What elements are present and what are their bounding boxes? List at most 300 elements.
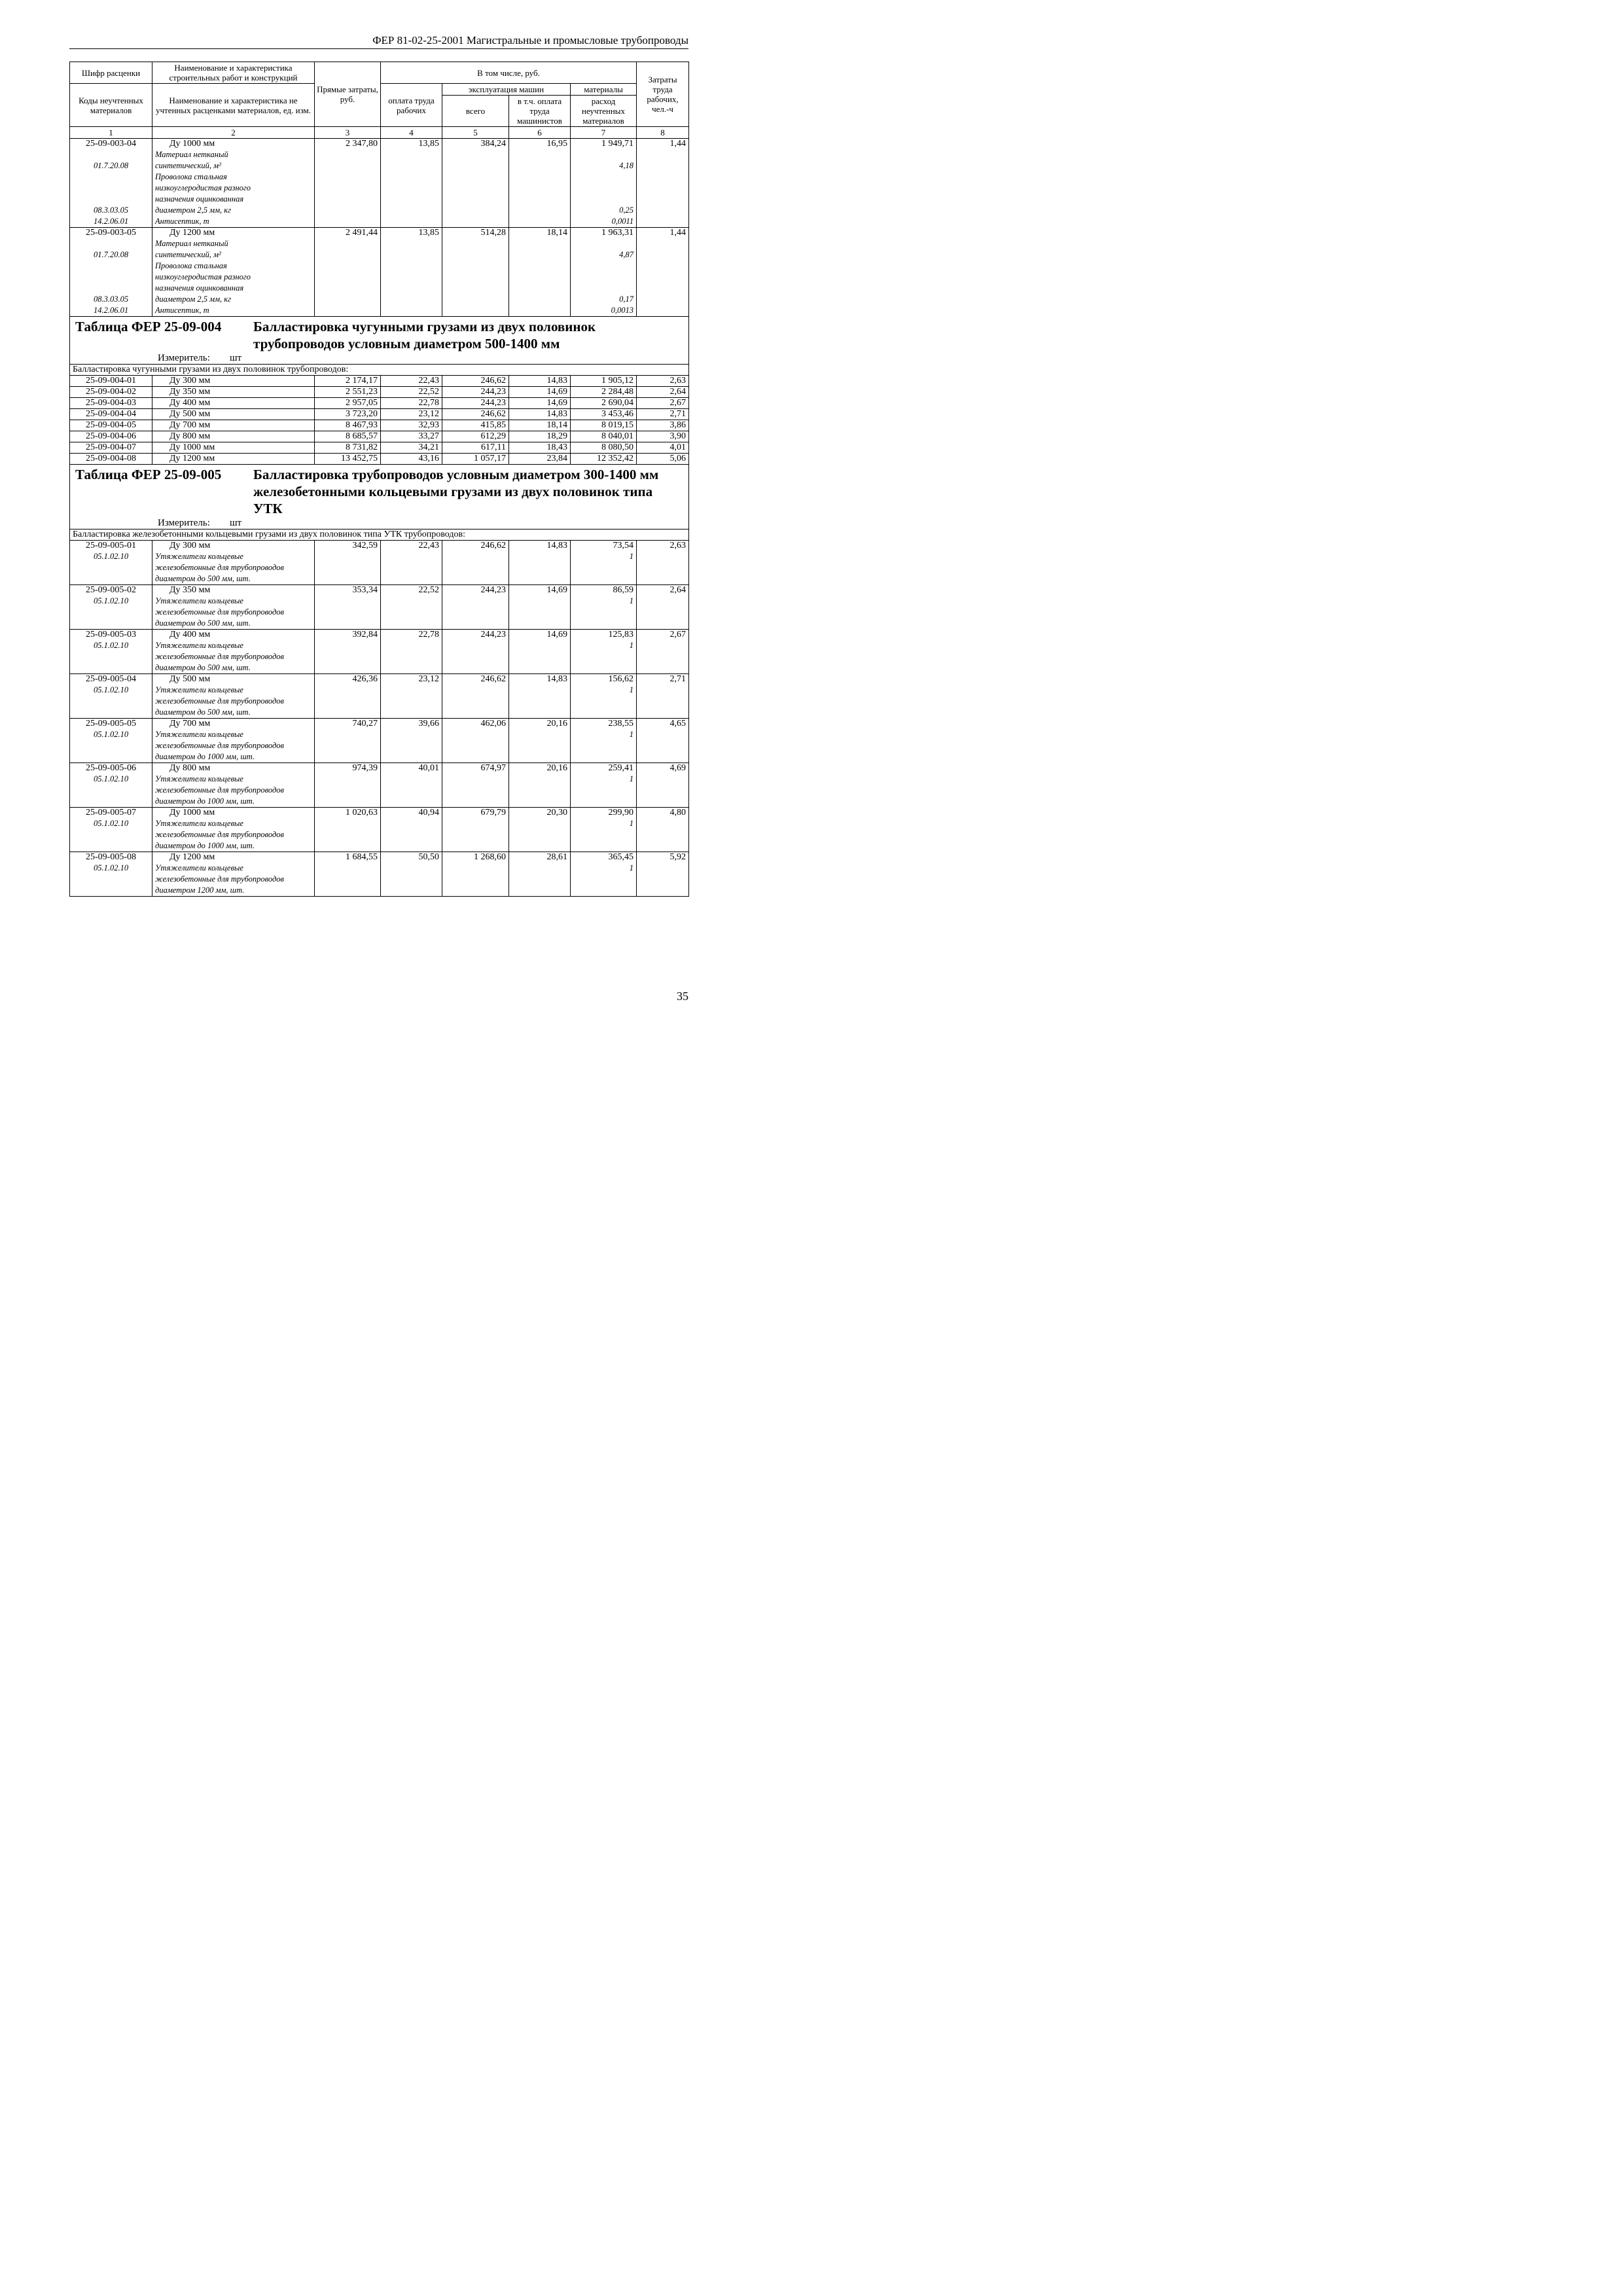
material-code: 08.3.03.05 bbox=[93, 295, 129, 304]
material-name: железобетонные для трубопроводов bbox=[155, 652, 284, 661]
direct-cell: 3 723,20 bbox=[315, 409, 381, 420]
table-004-title: Балластировка чугунными грузами из двух половинок трубопроводов условным диаметром 500-1400 мм bbox=[253, 319, 596, 351]
machines-cell: 246,62 bbox=[442, 409, 509, 420]
col-materials: материалы bbox=[571, 84, 637, 96]
material-name: диаметром до 500 мм, шт. bbox=[155, 663, 251, 672]
material-amount: 0,17 bbox=[619, 295, 634, 304]
line: Ду 400 мм bbox=[169, 630, 211, 639]
material-code bbox=[73, 272, 149, 283]
material-name: Утяжелители кольцевые bbox=[155, 685, 243, 694]
material-name: Утяжелители кольцевые bbox=[155, 774, 243, 783]
table-row bbox=[70, 585, 689, 630]
labor-cell: 4,65 bbox=[637, 719, 689, 763]
material-name: Материал нетканый bbox=[155, 239, 228, 248]
rate-code-cell bbox=[70, 585, 152, 630]
material-amount: 0,25 bbox=[619, 206, 634, 215]
material-code: 05.1.02.10 bbox=[93, 552, 129, 561]
material-amount: 0,0011 bbox=[611, 217, 634, 226]
operator-cell: 14,69 bbox=[509, 630, 571, 674]
col-code-bottom: Коды неучтенных материалов bbox=[70, 84, 152, 127]
table-row bbox=[70, 139, 689, 228]
line: 25-09-003-04 bbox=[86, 139, 136, 149]
operator-cell: 14,83 bbox=[509, 376, 571, 387]
material-amount: 1 bbox=[629, 685, 634, 694]
operator-cell: 14,69 bbox=[509, 398, 571, 409]
material-name: Утяжелители кольцевые bbox=[155, 863, 243, 872]
material-name: Утяжелители кольцевые bbox=[155, 819, 243, 828]
line: Ду 700 мм bbox=[169, 719, 211, 728]
material-name: железобетонные для трубопроводов bbox=[155, 563, 284, 572]
line: 25-09-005-01 bbox=[86, 541, 136, 550]
table-row bbox=[70, 454, 689, 465]
col-total: всего bbox=[442, 96, 509, 127]
direct-cell: 342,59 bbox=[315, 541, 381, 585]
direct-cell: 740,27 bbox=[315, 719, 381, 763]
material-code: 05.1.02.10 bbox=[93, 596, 129, 605]
table-004-span: Балластировка чугунными грузами из двух половинок трубопроводов: bbox=[70, 365, 689, 376]
machines-cell: 1 268,60 bbox=[442, 852, 509, 897]
machines-cell: 617,11 bbox=[442, 442, 509, 454]
line: 25-09-005-08 bbox=[86, 852, 136, 862]
material-name: назначения оцинкованная bbox=[155, 194, 244, 204]
rate-code-cell bbox=[70, 228, 152, 317]
col-num: 6 bbox=[509, 127, 571, 139]
labor-cell: 2,63 bbox=[637, 376, 689, 387]
material-name: назначения оцинкованная bbox=[155, 283, 244, 293]
material-code bbox=[73, 238, 149, 249]
material-cell bbox=[571, 763, 637, 808]
rate-name-cell: Ду 300 мм bbox=[152, 376, 315, 387]
direct-cell: 392,84 bbox=[315, 630, 381, 674]
col-code-top: Шифр расценки bbox=[70, 62, 152, 84]
material-amount: 4,18 bbox=[619, 161, 634, 170]
col-num: 7 bbox=[571, 127, 637, 139]
table-row bbox=[70, 630, 689, 674]
material-name: диаметром 1200 мм, шт. bbox=[155, 886, 245, 895]
wage-cell: 23,12 bbox=[381, 674, 442, 719]
col-incl: В том числе, руб. bbox=[381, 62, 637, 84]
page-number: 35 bbox=[677, 990, 688, 1003]
material-code: 08.3.03.05 bbox=[93, 206, 129, 215]
material-amount bbox=[573, 183, 633, 194]
material-code: 01.7.20.08 bbox=[93, 250, 129, 259]
line: 25-09-005-05 bbox=[86, 719, 136, 728]
direct-cell: 974,39 bbox=[315, 763, 381, 808]
material-amount: 1 bbox=[629, 552, 634, 561]
material-code: 05.1.02.10 bbox=[93, 819, 129, 828]
material-name: Антисептик, т bbox=[155, 217, 209, 226]
direct-cell: 13 452,75 bbox=[315, 454, 381, 465]
line: 86,59 bbox=[613, 585, 634, 595]
direct-cell: 2 957,05 bbox=[315, 398, 381, 409]
rate-name-cell bbox=[152, 719, 315, 763]
material-cell: 8 080,50 bbox=[571, 442, 637, 454]
wage-cell: 22,43 bbox=[381, 541, 442, 585]
material-amount: 1 bbox=[629, 596, 634, 605]
labor-cell: 3,90 bbox=[637, 431, 689, 442]
rate-name-cell: Ду 1200 мм bbox=[152, 454, 315, 465]
direct-cell: 2 551,23 bbox=[315, 387, 381, 398]
wage-cell: 39,66 bbox=[381, 719, 442, 763]
running-header: ФЕР 81-02-25-2001 Магистральные и промысловые трубопроводы bbox=[69, 34, 688, 49]
operator-cell: 16,95 bbox=[509, 139, 571, 228]
material-code: 14.2.06.01 bbox=[93, 306, 129, 315]
labor-cell: 1,44 bbox=[637, 228, 689, 317]
wage-cell: 22,78 bbox=[381, 398, 442, 409]
col-consumption: расход неучтенных материалов bbox=[571, 96, 637, 127]
direct-cell: 2 491,44 bbox=[315, 228, 381, 317]
material-name: железобетонные для трубопроводов bbox=[155, 785, 284, 795]
direct-cell: 8 685,57 bbox=[315, 431, 381, 442]
machines-cell: 246,62 bbox=[442, 376, 509, 387]
labor-cell: 2,67 bbox=[637, 398, 689, 409]
line: 25-09-005-03 bbox=[86, 630, 136, 639]
operator-cell: 18,14 bbox=[509, 228, 571, 317]
machines-cell: 244,23 bbox=[442, 387, 509, 398]
material-name: железобетонные для трубопроводов bbox=[155, 830, 284, 839]
direct-cell: 1 684,55 bbox=[315, 852, 381, 897]
direct-cell: 2 347,80 bbox=[315, 139, 381, 228]
line: 1 963,31 bbox=[601, 228, 634, 238]
material-amount bbox=[573, 272, 633, 283]
rate-name-cell: Ду 400 мм bbox=[152, 398, 315, 409]
labor-cell: 4,80 bbox=[637, 808, 689, 852]
material-code bbox=[73, 260, 149, 272]
material-amount bbox=[573, 238, 633, 249]
line: 1 949,71 bbox=[601, 139, 634, 149]
material-code: 01.7.20.08 bbox=[93, 161, 129, 170]
machines-cell: 244,23 bbox=[442, 585, 509, 630]
rate-code-cell bbox=[70, 139, 152, 228]
rate-code-cell bbox=[70, 630, 152, 674]
table-004-measure: Измеритель: шт bbox=[158, 353, 242, 363]
direct-cell: 8 731,82 bbox=[315, 442, 381, 454]
line: 73,54 bbox=[613, 541, 634, 550]
labor-cell: 2,71 bbox=[637, 674, 689, 719]
col-num: 4 bbox=[381, 127, 442, 139]
wage-cell: 32,93 bbox=[381, 420, 442, 431]
col-machines: эксплуатация машин bbox=[442, 84, 571, 96]
operator-cell: 18,43 bbox=[509, 442, 571, 454]
material-cell bbox=[571, 808, 637, 852]
wage-cell: 40,94 bbox=[381, 808, 442, 852]
line: Ду 500 мм bbox=[169, 674, 211, 684]
rate-code-cell: 25-09-004-08 bbox=[70, 454, 152, 465]
table-005-span: Балластировка железобетонными кольцевыми грузами из двух половинок типа УТК трубопроводов: bbox=[70, 529, 689, 541]
operator-cell: 18,14 bbox=[509, 420, 571, 431]
table-row bbox=[70, 398, 689, 409]
labor-cell: 1,44 bbox=[637, 139, 689, 228]
machines-cell: 612,29 bbox=[442, 431, 509, 442]
line: Ду 1200 мм bbox=[169, 852, 215, 862]
rate-name-cell: Ду 700 мм bbox=[152, 420, 315, 431]
material-name: диаметром до 500 мм, шт. bbox=[155, 619, 251, 628]
table-row bbox=[70, 387, 689, 398]
line: Ду 350 мм bbox=[169, 585, 211, 595]
line: 156,62 bbox=[608, 674, 634, 684]
material-name: Утяжелители кольцевые bbox=[155, 596, 243, 605]
material-amount: 0,0013 bbox=[611, 306, 634, 315]
material-code bbox=[73, 194, 149, 205]
material-name: Утяжелители кольцевые bbox=[155, 730, 243, 739]
material-name: железобетонные для трубопроводов bbox=[155, 607, 284, 617]
rate-name-cell bbox=[152, 630, 315, 674]
machines-cell: 246,62 bbox=[442, 541, 509, 585]
material-name: диаметром 2,5 мм, кг bbox=[155, 295, 232, 304]
material-cell bbox=[571, 228, 637, 317]
material-cell: 1 905,12 bbox=[571, 376, 637, 387]
material-amount: 1 bbox=[629, 774, 634, 783]
material-code: 05.1.02.10 bbox=[93, 685, 129, 694]
wage-cell: 22,43 bbox=[381, 376, 442, 387]
table-row bbox=[70, 763, 689, 808]
material-cell: 8 019,15 bbox=[571, 420, 637, 431]
machines-cell: 674,97 bbox=[442, 763, 509, 808]
material-amount bbox=[573, 194, 633, 205]
col-wage: оплата труда рабочих bbox=[381, 84, 442, 127]
wage-cell: 40,01 bbox=[381, 763, 442, 808]
material-name: железобетонные для трубопроводов bbox=[155, 696, 284, 706]
table-005-label: Таблица ФЕР 25-09-005 bbox=[75, 467, 222, 482]
wage-cell: 33,27 bbox=[381, 431, 442, 442]
line: Ду 1000 мм bbox=[169, 139, 215, 149]
rate-name-cell bbox=[152, 763, 315, 808]
col-direct: Прямые затраты, руб. bbox=[315, 62, 381, 127]
line: Ду 800 мм bbox=[169, 763, 211, 773]
labor-cell: 5,06 bbox=[637, 454, 689, 465]
rate-name-cell bbox=[152, 852, 315, 897]
table-004-label: Таблица ФЕР 25-09-004 bbox=[75, 319, 222, 334]
material-code: 05.1.02.10 bbox=[93, 774, 129, 783]
material-name: Материал нетканый bbox=[155, 150, 228, 159]
material-cell: 12 352,42 bbox=[571, 454, 637, 465]
rate-code-cell bbox=[70, 719, 152, 763]
rate-name-cell: Ду 800 мм bbox=[152, 431, 315, 442]
material-code: 14.2.06.01 bbox=[93, 217, 129, 226]
rate-code-cell: 25-09-004-03 bbox=[70, 398, 152, 409]
labor-cell: 2,64 bbox=[637, 387, 689, 398]
line: 25-09-005-06 bbox=[86, 763, 136, 773]
wage-cell: 22,78 bbox=[381, 630, 442, 674]
table-row bbox=[70, 808, 689, 852]
material-amount bbox=[573, 260, 633, 272]
wage-cell: 13,85 bbox=[381, 139, 442, 228]
material-name: железобетонные для трубопроводов bbox=[155, 874, 284, 884]
table-row bbox=[70, 376, 689, 387]
rate-name-cell bbox=[152, 585, 315, 630]
rate-code-cell: 25-09-004-07 bbox=[70, 442, 152, 454]
col-num: 3 bbox=[315, 127, 381, 139]
wage-cell: 13,85 bbox=[381, 228, 442, 317]
direct-cell: 353,34 bbox=[315, 585, 381, 630]
material-amount bbox=[573, 149, 633, 160]
machines-cell: 462,06 bbox=[442, 719, 509, 763]
table-row bbox=[70, 541, 689, 585]
operator-cell: 14,83 bbox=[509, 409, 571, 420]
machines-cell: 514,28 bbox=[442, 228, 509, 317]
rate-name-cell: Ду 1000 мм bbox=[152, 442, 315, 454]
line: 25-09-005-07 bbox=[86, 808, 136, 817]
rate-code-cell: 25-09-004-02 bbox=[70, 387, 152, 398]
labor-cell: 2,64 bbox=[637, 585, 689, 630]
material-name: синтетический, м² bbox=[155, 161, 221, 170]
material-name: Проволока стальная bbox=[155, 172, 227, 181]
wage-cell: 34,21 bbox=[381, 442, 442, 454]
labor-cell: 2,67 bbox=[637, 630, 689, 674]
col-num: 1 bbox=[70, 127, 152, 139]
material-code bbox=[73, 183, 149, 194]
operator-cell: 18,29 bbox=[509, 431, 571, 442]
operator-cell: 28,61 bbox=[509, 852, 571, 897]
line: 365,45 bbox=[608, 852, 634, 862]
material-amount bbox=[573, 283, 633, 294]
machines-cell: 384,24 bbox=[442, 139, 509, 228]
material-amount: 1 bbox=[629, 819, 634, 828]
material-name: диаметром 2,5 мм, кг bbox=[155, 206, 232, 215]
rate-name-cell bbox=[152, 228, 315, 317]
material-name: диаметром до 1000 мм, шт. bbox=[155, 841, 255, 850]
line: Ду 300 мм bbox=[169, 541, 211, 550]
line: 259,41 bbox=[608, 763, 634, 773]
wage-cell: 22,52 bbox=[381, 387, 442, 398]
rate-code-cell bbox=[70, 763, 152, 808]
rate-code-cell bbox=[70, 674, 152, 719]
operator-cell: 14,83 bbox=[509, 541, 571, 585]
table-row bbox=[70, 674, 689, 719]
wage-cell: 22,52 bbox=[381, 585, 442, 630]
material-code: 05.1.02.10 bbox=[93, 641, 129, 650]
rate-code-cell bbox=[70, 808, 152, 852]
rate-code-cell: 25-09-004-06 bbox=[70, 431, 152, 442]
operator-cell: 20,16 bbox=[509, 719, 571, 763]
table-row bbox=[70, 431, 689, 442]
material-code bbox=[73, 171, 149, 183]
rates-table bbox=[69, 62, 689, 897]
rate-code-cell: 25-09-004-04 bbox=[70, 409, 152, 420]
material-cell: 8 040,01 bbox=[571, 431, 637, 442]
material-name: Утяжелители кольцевые bbox=[155, 641, 243, 650]
operator-cell: 20,16 bbox=[509, 763, 571, 808]
material-name: диаметром до 500 мм, шт. bbox=[155, 708, 251, 717]
labor-cell: 4,01 bbox=[637, 442, 689, 454]
labor-cell: 2,63 bbox=[637, 541, 689, 585]
rate-code-cell bbox=[70, 852, 152, 897]
machines-cell: 244,23 bbox=[442, 630, 509, 674]
table-row bbox=[70, 852, 689, 897]
direct-cell: 1 020,63 bbox=[315, 808, 381, 852]
labor-cell: 2,71 bbox=[637, 409, 689, 420]
material-cell bbox=[571, 139, 637, 228]
machines-cell: 246,62 bbox=[442, 674, 509, 719]
line: 25-09-003-05 bbox=[86, 228, 136, 238]
machines-cell: 244,23 bbox=[442, 398, 509, 409]
table-004-heading bbox=[70, 317, 689, 365]
table-row bbox=[70, 442, 689, 454]
material-cell: 2 284,48 bbox=[571, 387, 637, 398]
material-amount: 4,87 bbox=[619, 250, 634, 259]
rate-name-cell: Ду 500 мм bbox=[152, 409, 315, 420]
operator-cell: 14,69 bbox=[509, 585, 571, 630]
machines-cell: 1 057,17 bbox=[442, 454, 509, 465]
wage-cell: 23,12 bbox=[381, 409, 442, 420]
material-cell bbox=[571, 585, 637, 630]
material-name: диаметром до 1000 мм, шт. bbox=[155, 797, 255, 806]
table-row bbox=[70, 719, 689, 763]
material-amount: 1 bbox=[629, 730, 634, 739]
material-name: диаметром до 1000 мм, шт. bbox=[155, 752, 255, 761]
col-name-top: Наименование и характеристика строительных работ и конструкций bbox=[152, 62, 315, 84]
rate-code-cell bbox=[70, 541, 152, 585]
direct-cell: 8 467,93 bbox=[315, 420, 381, 431]
operator-cell: 14,69 bbox=[509, 387, 571, 398]
material-code: 05.1.02.10 bbox=[93, 863, 129, 872]
direct-cell: 2 174,17 bbox=[315, 376, 381, 387]
material-cell bbox=[571, 674, 637, 719]
line: 299,90 bbox=[608, 808, 634, 817]
material-cell bbox=[571, 852, 637, 897]
rate-name-cell bbox=[152, 541, 315, 585]
material-name: синтетический, м² bbox=[155, 250, 221, 259]
labor-cell: 5,92 bbox=[637, 852, 689, 897]
operator-cell: 23,84 bbox=[509, 454, 571, 465]
wage-cell: 43,16 bbox=[381, 454, 442, 465]
material-cell bbox=[571, 630, 637, 674]
line: 238,55 bbox=[608, 719, 634, 728]
material-name: низкоуглеродистая разного bbox=[155, 272, 251, 281]
material-name: Проволока стальная bbox=[155, 261, 227, 270]
table-005-heading bbox=[70, 465, 689, 529]
material-name: низкоуглеродистая разного bbox=[155, 183, 251, 192]
wage-cell: 50,50 bbox=[381, 852, 442, 897]
material-name: Антисептик, т bbox=[155, 306, 209, 315]
material-cell bbox=[571, 719, 637, 763]
material-amount: 1 bbox=[629, 863, 634, 872]
line: 25-09-005-04 bbox=[86, 674, 136, 684]
material-cell bbox=[571, 541, 637, 585]
table-row bbox=[70, 228, 689, 317]
line: Ду 1000 мм bbox=[169, 808, 215, 817]
line: Ду 1200 мм bbox=[169, 228, 215, 238]
table-005-title: Балластировка трубопроводов условным диаметром 300-1400 мм железобетонными кольцевыми грузами из двух половинок типа УТК bbox=[253, 467, 659, 516]
col-num: 2 bbox=[152, 127, 315, 139]
table-005-measure: Измеритель: шт bbox=[158, 518, 242, 528]
material-code bbox=[73, 149, 149, 160]
rate-code-cell: 25-09-004-01 bbox=[70, 376, 152, 387]
rate-name-cell: Ду 350 мм bbox=[152, 387, 315, 398]
col-num: 8 bbox=[637, 127, 689, 139]
line: 125,83 bbox=[608, 630, 634, 639]
material-code: 05.1.02.10 bbox=[93, 730, 129, 739]
material-name: Утяжелители кольцевые bbox=[155, 552, 243, 561]
machines-cell: 415,85 bbox=[442, 420, 509, 431]
labor-cell: 3,86 bbox=[637, 420, 689, 431]
labor-cell: 4,69 bbox=[637, 763, 689, 808]
rate-name-cell bbox=[152, 674, 315, 719]
line: 25-09-005-02 bbox=[86, 585, 136, 595]
operator-cell: 20,30 bbox=[509, 808, 571, 852]
rate-name-cell bbox=[152, 808, 315, 852]
rate-name-cell bbox=[152, 139, 315, 228]
machines-cell: 679,79 bbox=[442, 808, 509, 852]
material-name: диаметром до 500 мм, шт. bbox=[155, 574, 251, 583]
material-cell: 2 690,04 bbox=[571, 398, 637, 409]
col-num: 5 bbox=[442, 127, 509, 139]
operator-cell: 14,83 bbox=[509, 674, 571, 719]
table-row bbox=[70, 420, 689, 431]
material-cell: 3 453,46 bbox=[571, 409, 637, 420]
material-amount bbox=[573, 171, 633, 183]
col-name-bottom: Наименование и характеристика не учтенных расценками материалов, ед. изм. bbox=[152, 84, 315, 127]
